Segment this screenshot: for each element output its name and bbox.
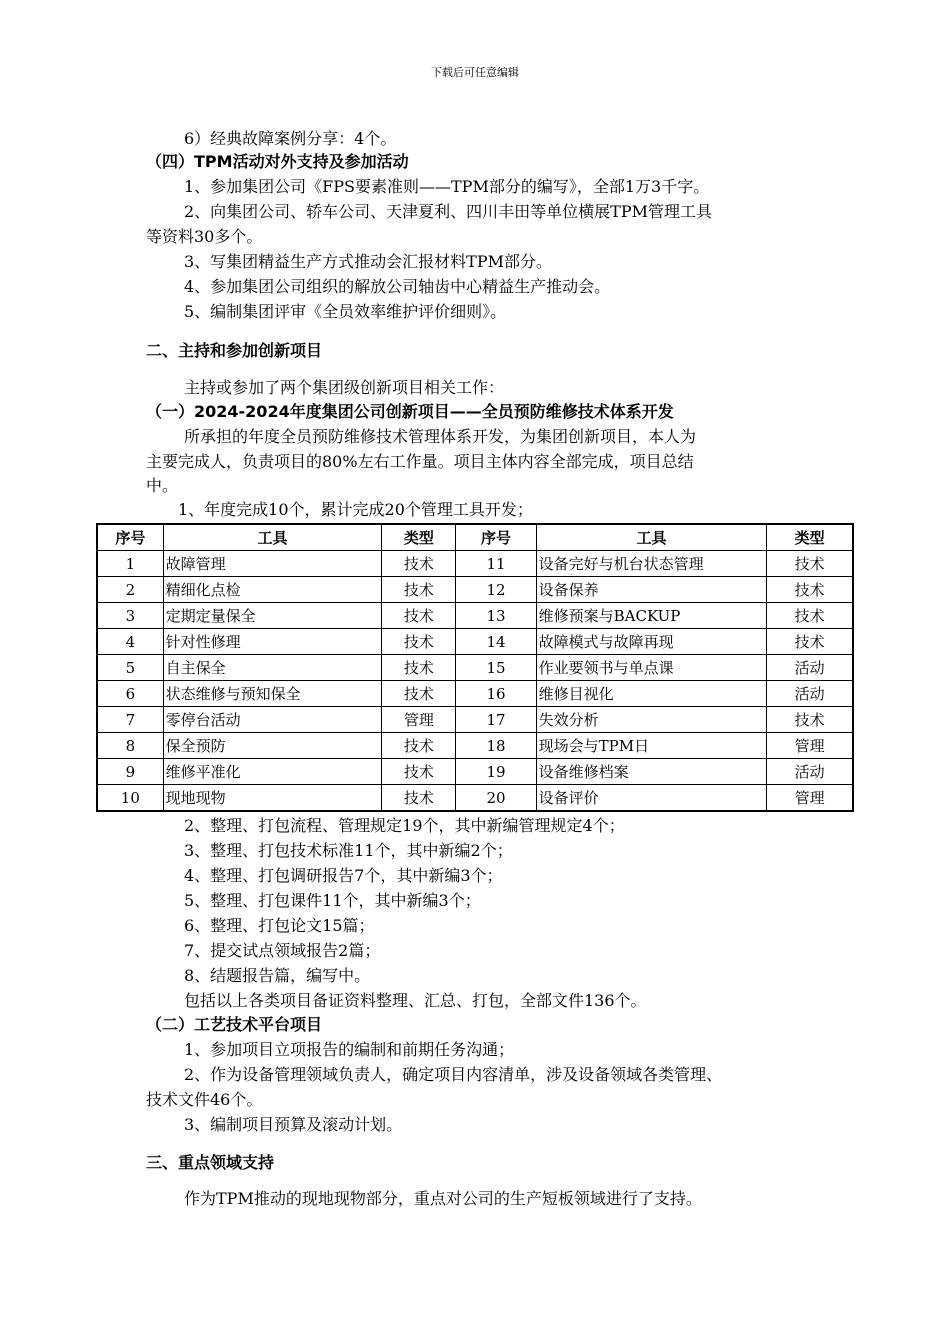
table-cell: 零停台活动	[163, 707, 382, 733]
table-cell: 技术	[767, 603, 853, 629]
table-cell: 故障管理	[163, 551, 382, 577]
table-cell: 技术	[767, 707, 853, 733]
text-line: 3、编制项目预算及滚动计划。	[184, 1115, 403, 1134]
table-header-row	[97, 524, 853, 551]
text-line: 技术文件46个。	[146, 1090, 263, 1109]
table-cell: 精细化点检	[163, 577, 382, 603]
text-line: 5、编制集团评审《全员效率维护评价细则》。	[184, 302, 507, 321]
text-line: 主持或参加了两个集团级创新项目相关工作：	[184, 378, 505, 397]
text-line: 所承担的年度全员预防维修技术管理体系开发，为集团创新项目，本人为	[184, 427, 697, 446]
text-line: 7、提交试点领域报告2篇；	[184, 941, 381, 960]
table-cell: 管理	[767, 733, 853, 759]
table-cell: 19	[456, 759, 536, 785]
table-header-cell: 序号	[97, 524, 163, 551]
table-row	[97, 759, 853, 785]
table-cell: 技术	[382, 629, 456, 655]
table-cell: 维修目视化	[536, 681, 767, 707]
table-cell: 故障模式与故障再现	[536, 629, 767, 655]
table-cell: 技术	[382, 785, 456, 812]
table-cell: 技术	[767, 577, 853, 603]
table-cell: 自主保全	[163, 655, 382, 681]
table-cell: 16	[456, 681, 536, 707]
table-row	[97, 577, 853, 603]
table-cell: 技术	[767, 551, 853, 577]
text-line: 1、参加项目立项报告的编制和前期任务沟通；	[184, 1040, 515, 1059]
table-row	[97, 681, 853, 707]
table-row	[97, 629, 853, 655]
table-row	[97, 655, 853, 681]
table-cell: 12	[456, 577, 536, 603]
text-line: 4、参加集团公司组织的解放公司轴齿中心精益生产推动会。	[184, 277, 611, 296]
table-cell: 15	[456, 655, 536, 681]
table-cell: 维修平准化	[163, 759, 382, 785]
table-cell: 8	[97, 733, 163, 759]
table-cell: 现地现物	[163, 785, 382, 812]
text-line: 1、年度完成10个，累计完成20个管理工具开发；	[178, 500, 533, 519]
section-heading: 二、主持和参加创新项目	[146, 341, 323, 360]
text-line: 1、参加集团公司《FPS要素准则——TPM部分的编写》，全部1万3千字。	[184, 177, 710, 196]
section-heading: （四）TPM活动对外支持及参加活动	[146, 152, 409, 171]
table-cell: 1	[97, 551, 163, 577]
text-line: 8、结题报告篇，编写中。	[184, 966, 371, 985]
text-line: 4、整理、打包调研报告7个，其中新编3个；	[184, 866, 503, 885]
table-header-cell: 工具	[536, 524, 767, 551]
table-cell: 失效分析	[536, 707, 767, 733]
table-cell: 14	[456, 629, 536, 655]
table-cell: 管理	[382, 707, 456, 733]
section-heading: （一）2024-2024年度集团公司创新项目——全员预防维修技术体系开发	[146, 402, 674, 421]
table-cell: 设备保养	[536, 577, 767, 603]
table-cell: 状态维修与预知保全	[163, 681, 382, 707]
text-line: 2、作为设备管理领域负责人，确定项目内容清单，涉及设备领域各类管理、	[184, 1065, 723, 1084]
table-row	[97, 707, 853, 733]
table-header-cell: 序号	[456, 524, 536, 551]
table-cell: 设备评价	[536, 785, 767, 812]
table-header-cell: 类型	[382, 524, 456, 551]
table-cell: 活动	[767, 655, 853, 681]
table-cell: 技术	[382, 681, 456, 707]
table-cell: 5	[97, 655, 163, 681]
text-line: 等资料30多个。	[146, 227, 263, 246]
table-cell: 管理	[767, 785, 853, 812]
table-cell: 作业要领书与单点课	[536, 655, 767, 681]
text-line: 主要完成人，负责项目的80%左右工作量。项目主体内容全部完成，项目总结	[146, 452, 694, 471]
table-cell: 技术	[382, 551, 456, 577]
table-cell: 3	[97, 603, 163, 629]
text-line: 6、整理、打包论文15篇；	[184, 916, 375, 935]
text-line: 中。	[146, 476, 179, 495]
table-cell: 9	[97, 759, 163, 785]
table-cell: 13	[456, 603, 536, 629]
table-cell: 定期定量保全	[163, 603, 382, 629]
table-cell: 17	[456, 707, 536, 733]
table-cell: 针对性修理	[163, 629, 382, 655]
section-heading: 三、重点领域支持	[146, 1153, 275, 1172]
table-row	[97, 733, 853, 759]
table-cell: 活动	[767, 681, 853, 707]
text-line: 作为TPM推动的现地现物部分，重点对公司的生产短板领域进行了支持。	[184, 1189, 702, 1208]
page-header: 下载后可任意编辑	[431, 66, 519, 79]
tools-table	[96, 523, 854, 812]
text-line: 2、整理、打包流程、管理规定19个，其中新编管理规定4个；	[184, 816, 625, 835]
table-row	[97, 603, 853, 629]
text-line: 6）经典故障案例分享：4个。	[184, 129, 397, 148]
table-cell: 设备维修档案	[536, 759, 767, 785]
table-row	[97, 785, 853, 812]
text-line: 3、写集团精益生产方式推动会汇报材料TPM部分。	[184, 252, 553, 271]
table-header-cell: 工具	[163, 524, 382, 551]
text-line: 5、整理、打包课件11个，其中新编3个；	[184, 891, 481, 910]
text-line: 2、向集团公司、轿车公司、天津夏利、四川丰田等单位横展TPM管理工具	[184, 202, 713, 221]
table-cell: 设备完好与机台状态管理	[536, 551, 767, 577]
table-cell: 10	[97, 785, 163, 812]
table-header-cell: 类型	[767, 524, 853, 551]
table-cell: 2	[97, 577, 163, 603]
table-cell: 18	[456, 733, 536, 759]
table-cell: 20	[456, 785, 536, 812]
table-cell: 活动	[767, 759, 853, 785]
table-cell: 4	[97, 629, 163, 655]
table-cell: 现场会与TPM日	[536, 733, 767, 759]
table-cell: 技术	[382, 759, 456, 785]
table-row	[97, 551, 853, 577]
section-heading: （二）工艺技术平台项目	[146, 1015, 323, 1034]
table-cell: 技术	[382, 655, 456, 681]
table-cell: 技术	[767, 629, 853, 655]
table-cell: 技术	[382, 603, 456, 629]
table-cell: 技术	[382, 577, 456, 603]
text-line: 3、整理、打包技术标准11个，其中新编2个；	[184, 841, 513, 860]
table-cell: 维修预案与BACKUP	[536, 603, 767, 629]
table-cell: 11	[456, 551, 536, 577]
text-line: 包括以上各类项目备证资料整理、汇总、打包，全部文件136个。	[184, 991, 647, 1010]
table-cell: 技术	[382, 733, 456, 759]
table-cell: 保全预防	[163, 733, 382, 759]
table-cell: 6	[97, 681, 163, 707]
table-cell: 7	[97, 707, 163, 733]
